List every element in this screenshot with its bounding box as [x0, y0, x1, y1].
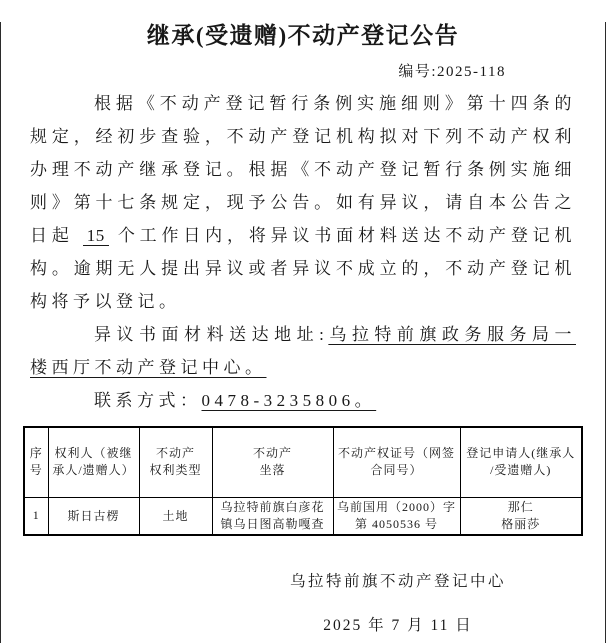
header-property-location [212, 427, 333, 497]
applicant-name: 格丽莎 [501, 516, 541, 531]
paragraph-text-after-days: 个工作日内，将异议书面材料送达不动产登记机构。逾期无人提出异议或者异议不成立的，不动产登记机构将予以登记。 [30, 226, 576, 311]
signature-block [238, 572, 558, 636]
header-line: 承人/遗赠人） [52, 463, 135, 478]
header-line: 权利人（被继 [54, 446, 133, 461]
address-value: 乌拉特前旗政务服务局一楼西厅不动产登记中心。 [30, 325, 576, 377]
page-border-left [0, 22, 1, 643]
certificate-line: 第 4050536 号 [354, 516, 438, 531]
document-number: 编号:2025-118 [398, 64, 506, 80]
location-line: 镇乌日图高勒嘎查 [220, 516, 325, 531]
header-property-right-type [139, 427, 212, 497]
page-title: 继承(受遗赠)不动产登记公告 [146, 23, 460, 48]
header-line: 号 [29, 463, 43, 478]
paragraph-text-before-days: 根据《不动产登记暂行条例实施细则》第十四条的规定，经初步查验，不动产登记机构拟对下列不动产权利办理不动产继承登记。根据《不动产登记暂行条例实施细则》第十七条规定，现予公告。如有异议，请自本公告之日起 [30, 94, 576, 245]
header-line: 序 [29, 446, 43, 461]
header-rights-holder [48, 427, 139, 497]
header-line: 登记申请人(继承人 [466, 446, 576, 461]
issuing-organization: 乌拉特前旗不动产登记中心 [289, 572, 506, 590]
header-line: /受遗赠人) [490, 463, 552, 478]
issue-date: 2025 年 7 月 11 日 [323, 616, 473, 634]
notice-paragraph-address [30, 318, 576, 384]
applicant-name: 那仁 [507, 499, 534, 514]
location-line: 乌拉特前旗白彦花 [220, 499, 325, 514]
certificate-line: 乌前国用（2000）字 [336, 499, 456, 514]
cell-property-location [212, 497, 333, 535]
table-row [24, 497, 582, 535]
header-line: 不动产 [155, 446, 195, 461]
header-serial-number [24, 427, 48, 497]
cell-certificate-number [333, 497, 460, 535]
notice-paragraph-contact [30, 384, 576, 417]
notice-paragraph-main [30, 87, 576, 318]
cell-rights-holder: 斯日古楞 [48, 497, 139, 535]
contact-label: 联系方式： [94, 391, 202, 410]
header-line: 权利类型 [149, 463, 202, 478]
address-label: 异议书面材料送达地址: [94, 325, 329, 344]
header-registration-applicant [460, 427, 582, 497]
header-line: 不动产 [252, 446, 292, 461]
objection-days-value: 15 [83, 226, 109, 246]
header-line: 坐落 [259, 463, 286, 478]
cell-property-right-type: 土地 [139, 497, 212, 535]
table-header-row [24, 427, 582, 497]
contact-phone-value: 0478-3235806。 [201, 391, 377, 410]
registration-notice-table [23, 426, 583, 536]
header-line: 合同号） [370, 463, 423, 478]
header-certificate-number [333, 427, 460, 497]
cell-registration-applicant [460, 497, 582, 535]
header-line: 不动产权证号（网签 [337, 446, 455, 461]
cell-serial-number: 1 [24, 497, 48, 535]
